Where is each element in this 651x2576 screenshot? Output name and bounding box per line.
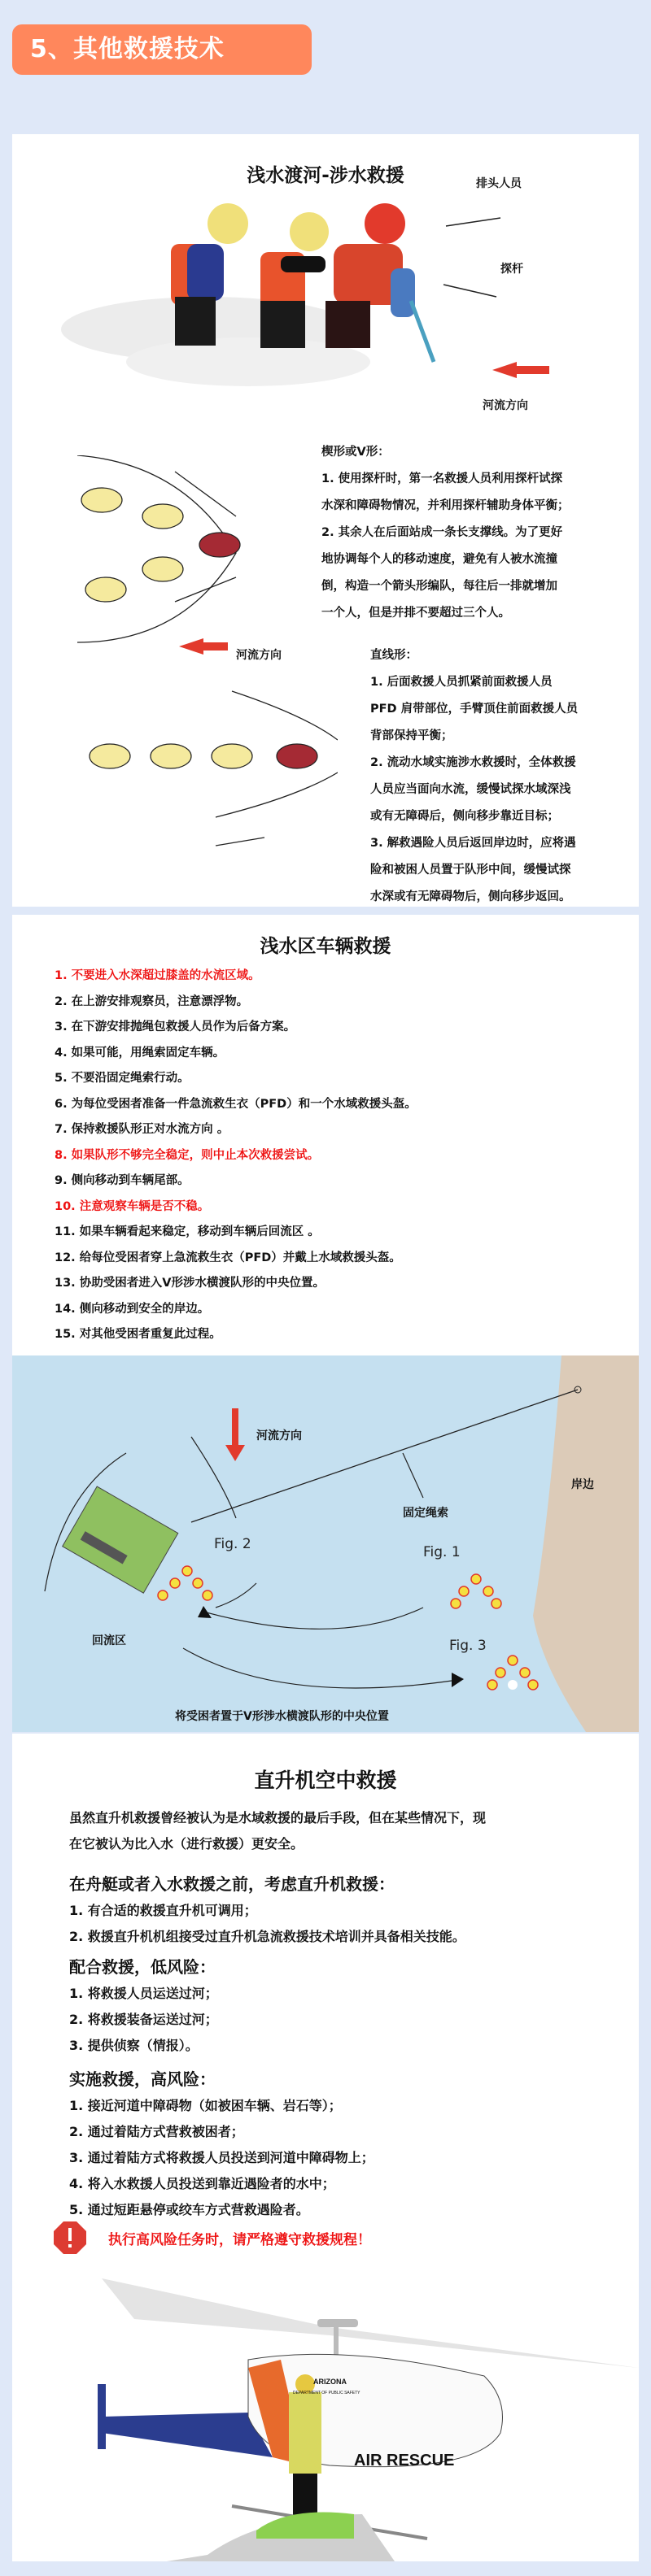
- list-item: 12. 给每位受困者穿上急流救生衣（PFD）并戴上水域救援头盔。: [55, 1251, 401, 1264]
- list-item: 13. 协助受困者进入V形涉水横渡队形的中央位置。: [55, 1277, 325, 1290]
- helicopter-rescue-illustration: [85, 2270, 647, 2561]
- list-item: 15. 对其他受困者重复此过程。: [55, 1328, 221, 1341]
- wading-title: 浅水渡河-涉水救援: [247, 165, 404, 186]
- leader-label: 排头人员: [476, 177, 522, 190]
- flow-direction-label: 河流方向: [483, 399, 528, 412]
- diagram-rope-label: 固定绳索: [403, 1507, 448, 1520]
- list-item: 7. 保持救援队形正对水流方向 。: [55, 1123, 229, 1136]
- before-heading: 在舟艇或者入水救援之前，考虑直升机救援：: [69, 1874, 395, 1894]
- warning-text: 执行高风险任务时，请严格遵守救援规程！: [108, 2232, 371, 2248]
- list-item: 4. 如果可能，用绳索固定车辆。: [55, 1046, 225, 1060]
- pole-label: 探杆: [500, 263, 523, 276]
- low-risk-heading: 配合救援，低风险：: [69, 1957, 216, 1977]
- svg-text:ARIZONA: ARIZONA: [313, 2378, 347, 2386]
- svg-text:DEPARTMENT OF PUBLIC SAFETY: DEPARTMENT OF PUBLIC SAFETY: [293, 2391, 360, 2395]
- low-risk-section: 配合救援，低风险： 1. 将救援人员运送过河； 2. 将救援装备运送过河； 3. 提供侦察（情报）。: [69, 1953, 218, 2059]
- vehicle-river-diagram: [12, 1355, 639, 1732]
- helicopter-title: 直升机空中救援: [254, 1769, 397, 1792]
- vehicle-steps-list: [55, 964, 417, 1348]
- helicopter-card: [12, 1734, 639, 2561]
- helicopter-intro: 虽然直升机救援曾经被认为是水域救援的最后手段，但在某些情况下，现 在它被认为比入水（进行救援）更安全。: [69, 1810, 487, 1852]
- warning-icon: [54, 2221, 86, 2254]
- wedge-text: 楔形或V形： 1. 使用探杆时，第一名救援人员利用探杆试探 水深和障碍物情况，并利用探杆辅助身体平衡； 2. 其余人在后面站成一条长支撑线。为了更好 地协调每个人的移动速度，避免有人被水流撞 倒，构造一个箭头形编队，每往后一排就增加 一个人，但是并排不要超过三个人。: [321, 439, 623, 627]
- vehicle-card: [12, 915, 639, 1355]
- diagram-shore-label: 岸边: [571, 1478, 594, 1491]
- diagram-caption: 将受困者置于V形涉水横渡队形的中央位置: [175, 1710, 389, 1723]
- list-item: 9. 侧向移动到车辆尾部。: [55, 1174, 190, 1187]
- line-heading: 直线形：: [370, 649, 417, 662]
- before-section: 在舟艇或者入水救援之前，考虑直升机救援： 1. 有合适的救援直升机可调用； 2. 救援直升机机组接受过直升机急流救援技术培训并具备相关技能。: [69, 1870, 465, 1950]
- diagram-eddy-label: 回流区: [92, 1634, 126, 1647]
- list-item: 3. 在下游安排抛绳包救援人员作为后备方案。: [55, 1020, 296, 1033]
- list-item: 1. 不要进入水深超过膝盖的水流区域。: [55, 969, 260, 982]
- flow-direction-label-2: 河流方向: [236, 649, 282, 662]
- list-item: 10. 注意观察车辆是否不稳。: [55, 1199, 210, 1213]
- list-item: 8. 如果队形不够完全稳定，则中止本次救援尝试。: [55, 1148, 320, 1162]
- vehicle-title: 浅水区车辆救援: [260, 936, 391, 957]
- diagram-flow-label: 河流方向: [256, 1429, 302, 1442]
- line-formation-text: 直线形： 1. 后面救援人员抓紧前面救援人员 PFD 肩带部位，手臂顶住前面救援人员 背部保持平衡； 2. 流动水域实施涉水救援时，全体救援 人员应当面向水流，缓慢试探水域深浅 或有无障碍后，侧向移步靠近目标； 3. 解救遇险人员后返回岸边时，应将遇 险和被困人员置于队形中间，缓慢试探 水深或有无障碍物后，侧向移步返回。: [370, 642, 639, 911]
- list-item: 5. 不要沿固定绳索行动。: [55, 1072, 190, 1085]
- svg-text:AIR RESCUE: AIR RESCUE: [354, 2452, 455, 2469]
- list-item: 2. 在上游安排观察员，注意漂浮物。: [55, 994, 249, 1008]
- fig2-label: Fig. 2: [214, 1536, 251, 1552]
- fig3-label: Fig. 3: [449, 1638, 487, 1654]
- list-item: 11. 如果车辆看起来稳定，移动到车辆后回流区 。: [55, 1225, 320, 1238]
- list-item: 6. 为每位受困者准备一件急流救生衣（PFD）和一个水域救援头盔。: [55, 1097, 417, 1111]
- wading-card: [12, 134, 639, 907]
- wedge-heading: 楔形或V形：: [321, 446, 390, 459]
- high-risk-heading: 实施救援，高风险：: [69, 2069, 216, 2089]
- fig1-label: Fig. 1: [423, 1544, 461, 1560]
- high-risk-section: 实施救援，高风险： 1. 接近河道中障碍物（如被困车辆、岩石等）； 2. 通过着陆方式营救被困者； 3. 通过着陆方式将救援人员投送到河道中障碍物上； 4. 将入水救援人员投送到靠近遇险者的水中； 5. 通过短距悬停或绞车方式营救遇险者。: [69, 2065, 374, 2223]
- section-title: 5、其他救援技术: [12, 24, 312, 75]
- list-item: 14. 侧向移动到安全的岸边。: [55, 1302, 210, 1316]
- wading-team-illustration: [45, 154, 631, 431]
- wedge-formation-diagram: [69, 455, 338, 911]
